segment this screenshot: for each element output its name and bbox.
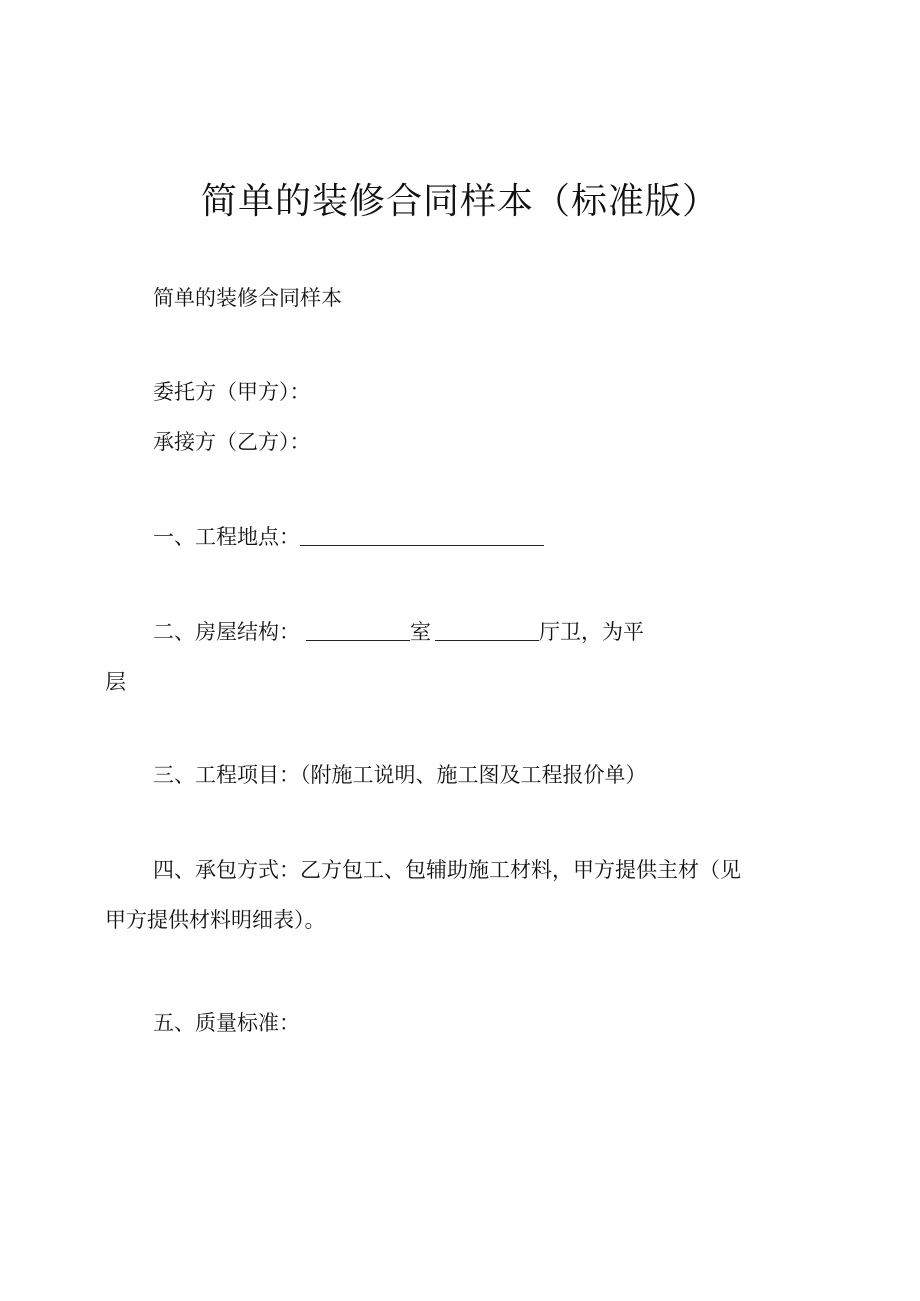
room-count-blank [306, 618, 410, 641]
clause-1-label: 一、工程地点： [153, 525, 300, 549]
clause-1 [153, 522, 544, 552]
clause-4-line-2: 甲方提供材料明细表）。 [105, 908, 326, 932]
clause-2-label: 二、房屋结构： [153, 620, 300, 644]
hall-label: 厅卫，为平 [539, 620, 644, 644]
clause-5: 五、质量标准： [153, 1011, 300, 1035]
room-label: 室 [410, 620, 431, 644]
hall-count-blank [435, 618, 539, 641]
party-a-label: 委托方（甲方）： [153, 380, 311, 404]
party-b-label: 承接方（乙方）： [153, 430, 311, 454]
location-blank [300, 523, 544, 546]
clause-3: 三、工程项目：（附施工说明、施工图及工程报价单） [153, 763, 647, 787]
clause-2 [153, 617, 644, 647]
document-subtitle: 简单的装修合同样本 [153, 286, 342, 310]
document-title: 简单的装修合同样本（标准版） [200, 181, 719, 222]
clause-4-line-1: 四、承包方式：乙方包工、包辅助施工材料，甲方提供主材（见 [153, 858, 741, 882]
clause-2-continued: 层 [105, 670, 126, 694]
